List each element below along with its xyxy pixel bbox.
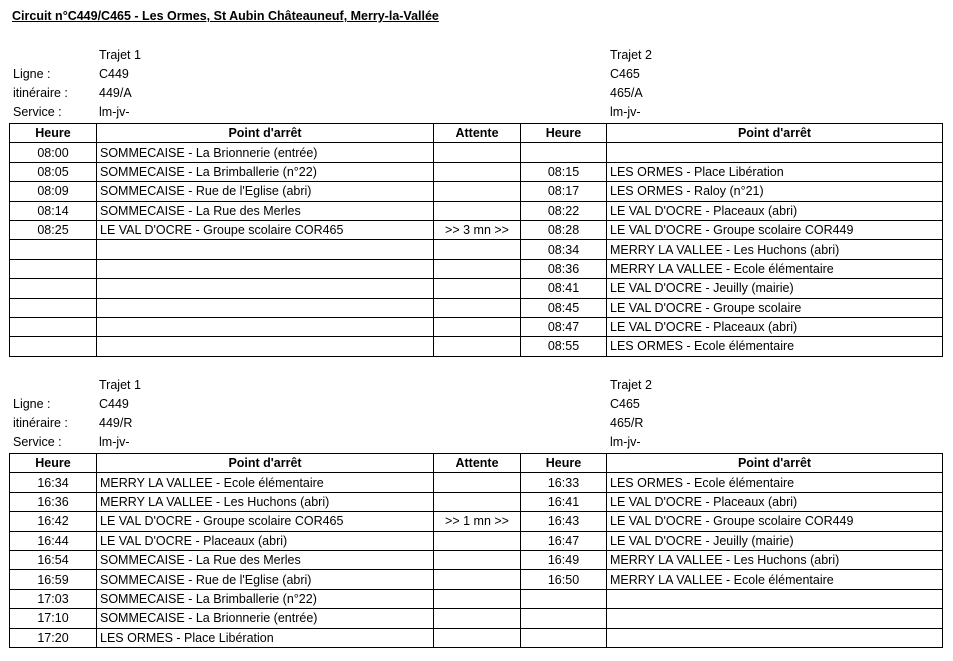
stop-name: SOMMECAISE - Rue de l'Eglise (abri) bbox=[97, 182, 434, 201]
wait-time bbox=[434, 492, 521, 511]
departure-time-2: 08:28 bbox=[521, 220, 607, 239]
table-row bbox=[10, 298, 943, 317]
departure-time: 17:10 bbox=[10, 609, 97, 628]
departure-time-2: 16:43 bbox=[521, 512, 607, 531]
table-row bbox=[10, 570, 943, 589]
departure-time bbox=[10, 240, 97, 259]
departure-time: 08:09 bbox=[10, 182, 97, 201]
stop-name-2: LE VAL D'OCRE - Placeaux (abri) bbox=[607, 317, 943, 336]
stop-name-2: MERRY LA VALLEE - Ecole élémentaire bbox=[607, 259, 943, 278]
trajet1-itineraire: 449/R bbox=[99, 416, 133, 430]
departure-time: 08:25 bbox=[10, 220, 97, 239]
table-row bbox=[10, 531, 943, 550]
departure-time: 08:00 bbox=[10, 143, 97, 162]
wait-time bbox=[434, 609, 521, 628]
stop-name: LES ORMES - Place Libération bbox=[97, 628, 434, 647]
section2-header bbox=[0, 376, 953, 452]
stop-name-2: MERRY LA VALLEE - Ecole élémentaire bbox=[607, 570, 943, 589]
departure-time-2: 08:34 bbox=[521, 240, 607, 259]
wait-time: >> 1 mn >> bbox=[434, 512, 521, 531]
stop-name: MERRY LA VALLEE - Ecole élémentaire bbox=[97, 473, 434, 492]
departure-time: 16:44 bbox=[10, 531, 97, 550]
wait-time bbox=[434, 589, 521, 608]
departure-time-2: 08:55 bbox=[521, 337, 607, 356]
wait-time: >> 3 mn >> bbox=[434, 220, 521, 239]
schedule-table-2 bbox=[9, 453, 943, 648]
col-attente: Attente bbox=[434, 124, 521, 143]
departure-time: 16:54 bbox=[10, 550, 97, 569]
departure-time: 16:59 bbox=[10, 570, 97, 589]
col-point-2: Point d'arrêt bbox=[607, 454, 943, 473]
service-label: Service : bbox=[13, 435, 62, 449]
table-row bbox=[10, 201, 943, 220]
ligne-label: Ligne : bbox=[13, 397, 51, 411]
table-row bbox=[10, 337, 943, 356]
wait-time bbox=[434, 162, 521, 181]
col-attente: Attente bbox=[434, 454, 521, 473]
departure-time-2: 08:47 bbox=[521, 317, 607, 336]
wait-time bbox=[434, 473, 521, 492]
wait-time bbox=[434, 570, 521, 589]
trajet1-name: Trajet 1 bbox=[99, 378, 141, 392]
stop-name: SOMMECAISE - Rue de l'Eglise (abri) bbox=[97, 570, 434, 589]
departure-time bbox=[10, 259, 97, 278]
trajet2-ligne: C465 bbox=[610, 397, 640, 411]
departure-time: 16:34 bbox=[10, 473, 97, 492]
trajet1-service: lm-jv- bbox=[99, 105, 130, 119]
stop-name-2: LE VAL D'OCRE - Groupe scolaire bbox=[607, 298, 943, 317]
departure-time-2: 16:47 bbox=[521, 531, 607, 550]
departure-time-2: 08:41 bbox=[521, 279, 607, 298]
stop-name-2: LE VAL D'OCRE - Groupe scolaire COR449 bbox=[607, 220, 943, 239]
departure-time: 16:42 bbox=[10, 512, 97, 531]
wait-time bbox=[434, 240, 521, 259]
col-point-2: Point d'arrêt bbox=[607, 124, 943, 143]
stop-name bbox=[97, 279, 434, 298]
stop-name-2 bbox=[607, 589, 943, 608]
wait-time bbox=[434, 143, 521, 162]
stop-name: SOMMECAISE - La Rue des Merles bbox=[97, 201, 434, 220]
stop-name-2: LE VAL D'OCRE - Placeaux (abri) bbox=[607, 492, 943, 511]
departure-time-2: 16:33 bbox=[521, 473, 607, 492]
page-title: Circuit n°C449/C465 - Les Ormes, St Aubin Châteauneuf, Merry-la-Vallée bbox=[12, 9, 439, 23]
stop-name bbox=[97, 337, 434, 356]
wait-time bbox=[434, 531, 521, 550]
table-row bbox=[10, 240, 943, 259]
stop-name: MERRY LA VALLEE - Les Huchons (abri) bbox=[97, 492, 434, 511]
stop-name: LE VAL D'OCRE - Groupe scolaire COR465 bbox=[97, 512, 434, 531]
table-row bbox=[10, 162, 943, 181]
trajet2-itineraire: 465/R bbox=[610, 416, 644, 430]
stop-name bbox=[97, 298, 434, 317]
table-row bbox=[10, 473, 943, 492]
table-row bbox=[10, 143, 943, 162]
wait-time bbox=[434, 298, 521, 317]
trajet2-name: Trajet 2 bbox=[610, 378, 652, 392]
service-label: Service : bbox=[13, 105, 62, 119]
departure-time-2: 08:22 bbox=[521, 201, 607, 220]
departure-time-2: 08:45 bbox=[521, 298, 607, 317]
col-heure-2: Heure bbox=[521, 454, 607, 473]
stop-name: LE VAL D'OCRE - Placeaux (abri) bbox=[97, 531, 434, 550]
wait-time bbox=[434, 182, 521, 201]
departure-time bbox=[10, 298, 97, 317]
stop-name-2: MERRY LA VALLEE - Les Huchons (abri) bbox=[607, 240, 943, 259]
departure-time-2: 16:49 bbox=[521, 550, 607, 569]
departure-time-2: 16:50 bbox=[521, 570, 607, 589]
trajet2-itineraire: 465/A bbox=[610, 86, 643, 100]
trajet2-service: lm-jv- bbox=[610, 435, 641, 449]
stop-name: SOMMECAISE - La Brionnerie (entrée) bbox=[97, 609, 434, 628]
departure-time: 08:05 bbox=[10, 162, 97, 181]
departure-time-2: 08:17 bbox=[521, 182, 607, 201]
departure-time: 17:03 bbox=[10, 589, 97, 608]
wait-time bbox=[434, 550, 521, 569]
wait-time bbox=[434, 259, 521, 278]
table-row bbox=[10, 317, 943, 336]
stop-name-2: LE VAL D'OCRE - Jeuilly (mairie) bbox=[607, 279, 943, 298]
trajet1-ligne: C449 bbox=[99, 397, 129, 411]
trajet1-itineraire: 449/A bbox=[99, 86, 132, 100]
departure-time: 08:14 bbox=[10, 201, 97, 220]
trajet2-ligne: C465 bbox=[610, 67, 640, 81]
col-point-1: Point d'arrêt bbox=[97, 124, 434, 143]
stop-name: SOMMECAISE - La Rue des Merles bbox=[97, 550, 434, 569]
stop-name bbox=[97, 240, 434, 259]
stop-name-2: LES ORMES - Raloy (n°21) bbox=[607, 182, 943, 201]
departure-time-2: 08:15 bbox=[521, 162, 607, 181]
wait-time bbox=[434, 317, 521, 336]
stop-name: LE VAL D'OCRE - Groupe scolaire COR465 bbox=[97, 220, 434, 239]
itineraire-label: itinéraire : bbox=[13, 416, 68, 430]
departure-time-2: 16:41 bbox=[521, 492, 607, 511]
col-heure-1: Heure bbox=[10, 454, 97, 473]
ligne-label: Ligne : bbox=[13, 67, 51, 81]
stop-name-2 bbox=[607, 628, 943, 647]
departure-time: 17:20 bbox=[10, 628, 97, 647]
table-row bbox=[10, 628, 943, 647]
table-row bbox=[10, 182, 943, 201]
wait-time bbox=[434, 337, 521, 356]
table-row bbox=[10, 609, 943, 628]
stop-name-2: LES ORMES - Ecole élémentaire bbox=[607, 473, 943, 492]
wait-time bbox=[434, 628, 521, 647]
col-heure-2: Heure bbox=[521, 124, 607, 143]
stop-name: SOMMECAISE - La Brimballerie (n°22) bbox=[97, 162, 434, 181]
trajet1-ligne: C449 bbox=[99, 67, 129, 81]
departure-time bbox=[10, 317, 97, 336]
table-row bbox=[10, 279, 943, 298]
stop-name bbox=[97, 259, 434, 278]
stop-name-2 bbox=[607, 143, 943, 162]
stop-name: SOMMECAISE - La Brionnerie (entrée) bbox=[97, 143, 434, 162]
departure-time-2 bbox=[521, 143, 607, 162]
stop-name bbox=[97, 317, 434, 336]
departure-time-2 bbox=[521, 628, 607, 647]
departure-time bbox=[10, 279, 97, 298]
table-row bbox=[10, 492, 943, 511]
stop-name-2: MERRY LA VALLEE - Les Huchons (abri) bbox=[607, 550, 943, 569]
trajet1-name: Trajet 1 bbox=[99, 48, 141, 62]
section1-header bbox=[0, 46, 953, 122]
stop-name-2: LES ORMES - Ecole élémentaire bbox=[607, 337, 943, 356]
stop-name-2: LE VAL D'OCRE - Groupe scolaire COR449 bbox=[607, 512, 943, 531]
wait-time bbox=[434, 201, 521, 220]
stop-name-2 bbox=[607, 609, 943, 628]
table-row bbox=[10, 220, 943, 239]
itineraire-label: itinéraire : bbox=[13, 86, 68, 100]
stop-name-2: LES ORMES - Place Libération bbox=[607, 162, 943, 181]
stop-name-2: LE VAL D'OCRE - Jeuilly (mairie) bbox=[607, 531, 943, 550]
trajet2-service: lm-jv- bbox=[610, 105, 641, 119]
stop-name-2: LE VAL D'OCRE - Placeaux (abri) bbox=[607, 201, 943, 220]
departure-time-2 bbox=[521, 609, 607, 628]
schedule-table-1 bbox=[9, 123, 943, 357]
table-row bbox=[10, 550, 943, 569]
departure-time bbox=[10, 337, 97, 356]
col-point-1: Point d'arrêt bbox=[97, 454, 434, 473]
trajet1-service: lm-jv- bbox=[99, 435, 130, 449]
departure-time-2: 08:36 bbox=[521, 259, 607, 278]
table-row bbox=[10, 259, 943, 278]
stop-name: SOMMECAISE - La Brimballerie (n°22) bbox=[97, 589, 434, 608]
departure-time-2 bbox=[521, 589, 607, 608]
trajet2-name: Trajet 2 bbox=[610, 48, 652, 62]
table-row bbox=[10, 589, 943, 608]
table-row bbox=[10, 512, 943, 531]
wait-time bbox=[434, 279, 521, 298]
departure-time: 16:36 bbox=[10, 492, 97, 511]
col-heure-1: Heure bbox=[10, 124, 97, 143]
